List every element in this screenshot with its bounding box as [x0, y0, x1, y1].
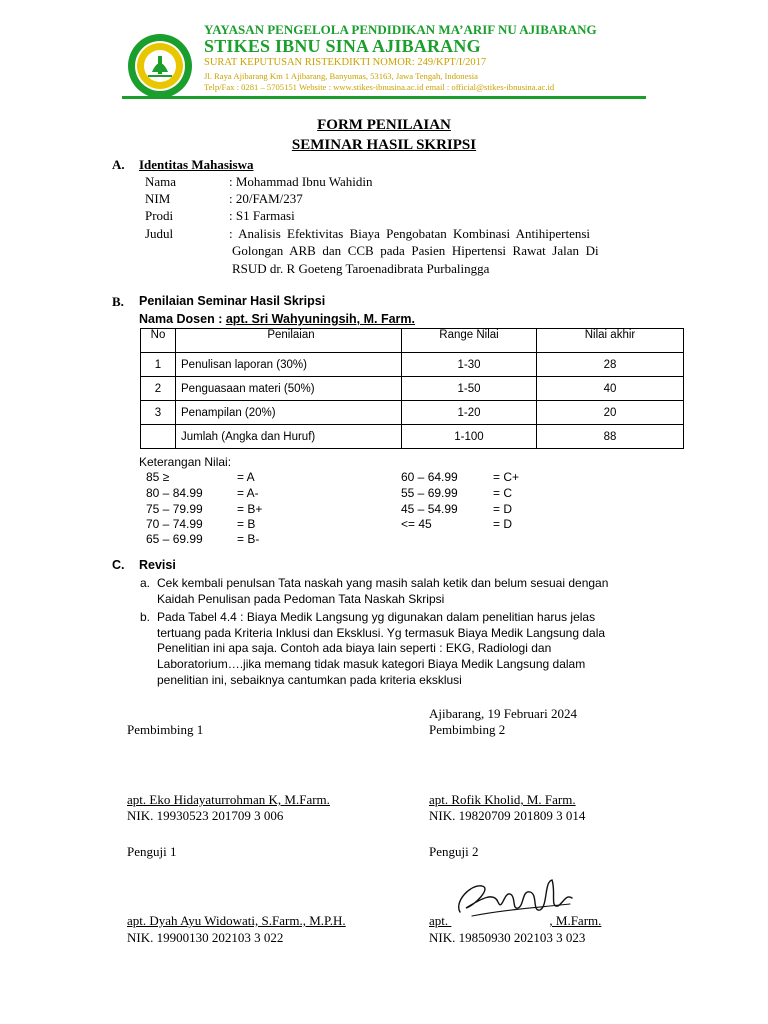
- header-penilaian: Penilaian: [176, 329, 402, 353]
- revision-b-line: Penelitian ini apa saja. Contoh ada biaya lain seperti : EKG, Radiologi dan: [157, 641, 552, 655]
- header-nilai-akhir: Nilai akhir: [537, 329, 684, 353]
- field-value-nama: : Mohammad Ibnu Wahidin: [229, 174, 373, 189]
- field-label-nim: NIM: [145, 191, 171, 206]
- grade-range: 60 – 64.99: [401, 470, 458, 484]
- revision-b-line: Laboratorium….jika memang tidak masuk kategori Biaya Medik Langsung dalam: [157, 657, 586, 671]
- table-header-row: [141, 329, 684, 353]
- grade-letter: = C: [493, 486, 513, 500]
- section-b-marker: B.: [112, 294, 124, 309]
- section-b-title: Penilaian Seminar Hasil Skripsi: [139, 294, 326, 308]
- row-nilai: 20: [537, 401, 684, 425]
- field-value-judul-line2: Golongan ARB dan CCB pada Pasien Hipertensi Rawat Jalan Di: [232, 243, 599, 258]
- revision-a-line: Kaidah Penulisan pada Pedoman Tata Naskah Skripsi: [157, 592, 445, 606]
- section-a-title: Identitas Mahasiswa: [139, 157, 254, 172]
- form-title: FORM PENILAIAN: [317, 117, 451, 133]
- row-penilaian: Penampilan (20%): [176, 401, 402, 425]
- pembimbing1-name: apt. Eko Hidayaturrohman K, M.Farm.: [127, 792, 330, 807]
- penguji2-name-start: apt.: [429, 913, 452, 928]
- section-a-marker: A.: [112, 157, 125, 172]
- pembimbing1-nik: NIK. 19930523 201709 3 006: [127, 808, 284, 823]
- form-subtitle: SEMINAR HASIL SKRIPSI: [291, 137, 477, 153]
- grade-range: <= 45: [401, 517, 432, 531]
- grade-range: 80 – 84.99: [146, 486, 203, 500]
- grade-range: 55 – 69.99: [401, 486, 458, 500]
- field-label-judul: Judul: [145, 226, 174, 241]
- grade-range: 85 ≥: [146, 470, 170, 484]
- grade-range: 70 – 74.99: [146, 517, 203, 531]
- field-value-judul-line3: RSUD dr. R Goeteng Taroenadibrata Purbalingga: [232, 261, 490, 276]
- field-label-prodi: Prodi: [145, 208, 174, 223]
- row-no: 3: [141, 401, 176, 425]
- section-c-marker: C.: [112, 558, 125, 572]
- penguji1-name: apt. Dyah Ayu Widowati, S.Farm., M.P.H.: [127, 913, 346, 928]
- grade-range: 45 – 54.99: [401, 502, 458, 516]
- place-date: Ajibarang, 19 Februari 2024: [429, 706, 578, 721]
- examiner-line: [139, 312, 415, 326]
- row-penilaian: Penguasaan materi (50%): [176, 377, 402, 401]
- row-no: 1: [141, 353, 176, 377]
- row-no: 2: [141, 377, 176, 401]
- row-range: 1-50: [402, 377, 537, 401]
- college-name: STIKES IBNU SINA AJIBARANG: [204, 36, 481, 56]
- table-row: [141, 353, 684, 377]
- field-value-nim: : 20/FAM/237: [229, 191, 303, 206]
- penguji1-role: Penguji 1: [127, 844, 177, 859]
- grade-range: 75 – 79.99: [146, 502, 203, 516]
- row-range: 1-30: [402, 353, 537, 377]
- total-value: 88: [537, 425, 684, 449]
- pembimbing2-role: Pembimbing 2: [429, 722, 506, 737]
- grade-letter: = D: [493, 502, 513, 516]
- penguji2-name: [429, 913, 601, 929]
- examiner-name: apt. Sri Wahyuningsih, M. Farm.: [225, 312, 415, 326]
- revision-b-line: Pada Tabel 4.4 : Biaya Medik Langsung yg digunakan dalam penelitian harus jelas: [157, 610, 596, 624]
- header-no: No: [141, 329, 176, 353]
- penguji1-nik: NIK. 19900130 202103 3 022: [127, 930, 284, 945]
- score-table: [140, 328, 684, 449]
- total-range: 1-100: [402, 425, 537, 449]
- row-range: 1-20: [402, 401, 537, 425]
- revision-a-line: Cek kembali penulsan Tata naskah yang masih salah ketik dan belum sesuai dengan: [157, 576, 609, 590]
- row-nilai: 40: [537, 377, 684, 401]
- total-no: [141, 425, 176, 449]
- total-label: Jumlah (Angka dan Huruf): [176, 425, 402, 449]
- college-contact: Telp/Fax : 0281 – 5705151 Website : www.stikes-ibnusina.ac.id email : official@stikes-ibnusina.ac.id: [204, 82, 555, 92]
- grade-letter: = D: [493, 517, 513, 531]
- examiner-label: Nama Dosen :: [139, 312, 226, 326]
- row-penilaian: Penulisan laporan (30%): [176, 353, 402, 377]
- penguji2-role: Penguji 2: [429, 844, 479, 859]
- revision-marker-b: b.: [140, 610, 151, 624]
- college-address: Jl. Raya Ajibarang Km 1 Ajibarang, Banyumas, 53163, Jawa Tengah, Indonesia: [204, 71, 478, 81]
- grade-letter: = B: [237, 517, 256, 531]
- letterhead-divider: [122, 96, 646, 99]
- grade-letter: = C+: [493, 470, 520, 484]
- grade-letter: = B+: [237, 502, 263, 516]
- grade-letter: = A-: [237, 486, 259, 500]
- table-row: [141, 377, 684, 401]
- foundation-name: YAYASAN PENGELOLA PENDIDIKAN MA’ARIF NU AJIBARANG: [204, 22, 597, 37]
- row-nilai: 28: [537, 353, 684, 377]
- college-logo: [126, 32, 194, 100]
- field-label-nama: Nama: [145, 174, 177, 189]
- grade-legend-label: Keterangan Nilai:: [139, 455, 232, 469]
- field-value-prodi: : S1 Farmasi: [229, 208, 295, 223]
- penguji2-nik: NIK. 19850930 202103 3 023: [429, 930, 586, 945]
- grade-letter: = B-: [237, 532, 260, 546]
- revision-marker-a: a.: [140, 576, 151, 590]
- pembimbing2-name: apt. Rofik Kholid, M. Farm.: [429, 792, 576, 807]
- pembimbing1-role: Pembimbing 1: [127, 722, 204, 737]
- grade-letter: = A: [237, 470, 255, 484]
- field-value-judul: : Analisis Efektivitas Biaya Pengobatan Kombinasi Antihipertensi: [229, 226, 591, 241]
- header-range: Range Nilai: [402, 329, 537, 353]
- pembimbing2-nik: NIK. 19820709 201809 3 014: [429, 808, 586, 823]
- decree-number: SURAT KEPUTUSAN RISTEKDIKTI NOMOR: 249/KPT/I/2017: [204, 57, 487, 68]
- section-c-title: Revisi: [139, 558, 176, 572]
- revision-b-line: penelitian ini, sebaiknya cantumkan pada kriteria eksklusi: [157, 673, 462, 687]
- table-total-row: [141, 425, 684, 449]
- penguji2-name-end: , M.Farm.: [549, 913, 602, 928]
- revision-b-line: tertuang pada Kriteria Inklusi dan Eksklusi. Yg termasuk Biaya Medik Langsung dala: [157, 626, 606, 640]
- grade-range: 65 – 69.99: [146, 532, 203, 546]
- table-row: [141, 401, 684, 425]
